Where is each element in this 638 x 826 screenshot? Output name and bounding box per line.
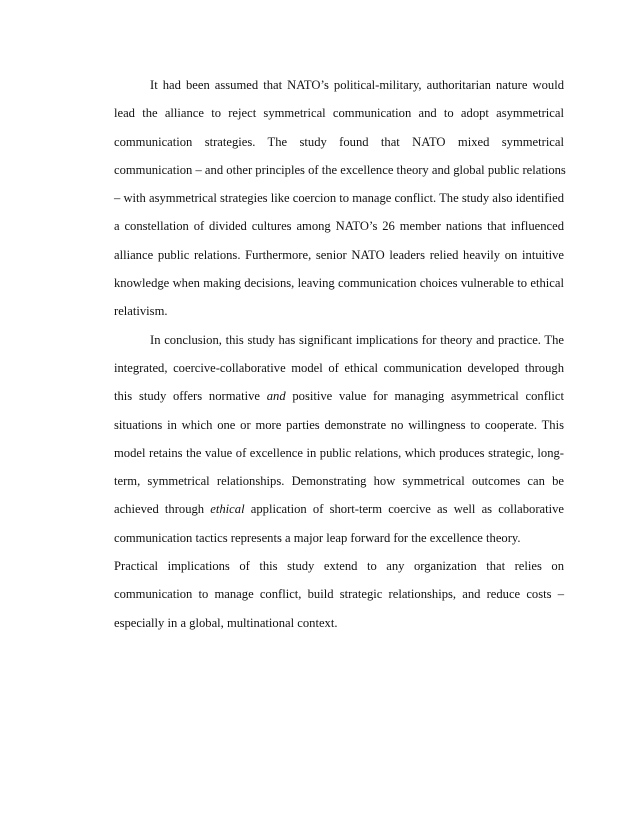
line-text-after: positive value for managing asymmetrical conflict — [285, 389, 564, 404]
emphasis-text: and — [266, 389, 286, 404]
emphasis-text: ethical — [210, 502, 245, 517]
paragraph-1-line-6: a constellation of divided cultures among NATO’s 26 member nations that influenced — [114, 219, 564, 234]
paragraph-2-line-1: In conclusion, this study has significant implications for theory and practice. The — [150, 332, 564, 347]
paragraph-1-line-9: relativism. — [114, 304, 168, 319]
paragraph-1-line-3: communication strategies. The study found that NATO mixed symmetrical — [114, 134, 564, 149]
paragraph-1-line-5: – with asymmetrical strategies like coercion to manage conflict. The study also identified — [114, 191, 564, 206]
paragraph-2-line-3 — [114, 382, 564, 410]
paragraph-2-line-4: situations in which one or more parties demonstrate no willingness to cooperate. This — [114, 417, 564, 432]
line-text-after: application of short-term coercive as well as collaborative — [244, 502, 564, 517]
paragraph-2-line-8: communication tactics represents a major leap forward for the excellence theory. — [114, 530, 521, 545]
paragraph-1-line-1: It had been assumed that NATO’s political-military, authoritarian nature would — [150, 78, 564, 92]
paragraph-1-line-7: alliance public relations. Furthermore, senior NATO leaders relied heavily on intuitive — [114, 247, 564, 262]
paragraph-1-line-4: communication – and other principles of the excellence theory and global public relations — [114, 162, 566, 177]
paragraph-2-line-10: communication to manage conflict, build strategic relationships, and reduce costs – — [114, 587, 564, 602]
line-text-before: achieved through — [114, 502, 211, 517]
body-text — [114, 71, 564, 637]
paragraph-1-line-8: knowledge when making decisions, leaving communication choices vulnerable to ethical — [114, 276, 564, 291]
paragraph-2-line-11: especially in a global, multinational context. — [114, 615, 338, 630]
paragraph-2-line-9: Practical implications of this study extend to any organization that relies on — [114, 559, 564, 574]
line-text-before: this study offers normative — [114, 389, 267, 404]
paragraph-1-line-2: lead the alliance to reject symmetrical communication and to adopt asymmetrical — [114, 106, 564, 121]
paragraph-2-line-7 — [114, 495, 564, 523]
paragraph-2-line-6: term, symmetrical relationships. Demonstrating how symmetrical outcomes can be — [114, 474, 564, 489]
paragraph-2-line-2: integrated, coercive-collaborative model of ethical communication developed through — [114, 360, 564, 375]
paragraph-2-line-5: model retains the value of excellence in public relations, which produces strategic, long- — [114, 445, 564, 460]
